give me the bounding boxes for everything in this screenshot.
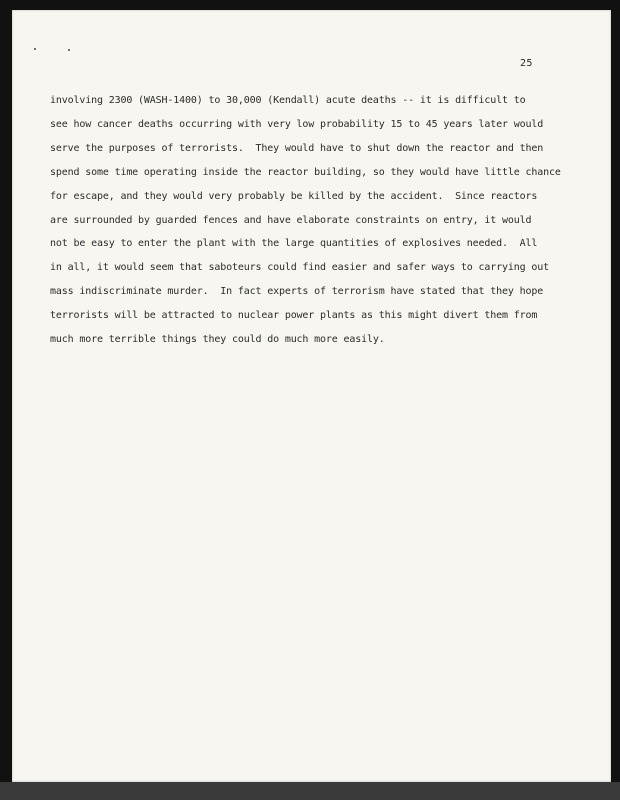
text-line: spend some time operating inside the reactor building, so they would have little chance — [50, 166, 561, 178]
speck-mark — [68, 49, 70, 51]
text-line: see how cancer deaths occurring with very low probability 15 to 45 years later would — [50, 118, 544, 130]
text-line: involving 2300 (WASH-1400) to 30,000 (Kendall) acute deaths -- it is difficult to — [50, 95, 526, 106]
speck-mark — [34, 48, 36, 50]
page-number: 25 — [520, 58, 533, 69]
text-line: are surrounded by guarded fences and have elaborate constraints on entry, it would — [50, 214, 532, 226]
text-line: serve the purposes of terrorists. They would have to shut down the reactor and then — [50, 142, 544, 154]
text-line: much more terrible things they could do much more easily. — [50, 334, 385, 346]
text-line: not be easy to enter the plant with the large quantities of explosives needed. All — [50, 238, 538, 250]
text-line: for escape, and they would very probably be killed by the accident. Since reactors — [50, 190, 538, 202]
scan-bottom-edge — [0, 782, 620, 800]
body-text — [50, 89, 570, 352]
text-line: in all, it would seem that saboteurs could find easier and safer ways to carrying out — [50, 262, 549, 274]
text-line: mass indiscriminate murder. In fact experts of terrorism have stated that they hope — [50, 286, 544, 298]
text-line: terrorists will be attracted to nuclear power plants as this might divert them from — [50, 310, 538, 322]
